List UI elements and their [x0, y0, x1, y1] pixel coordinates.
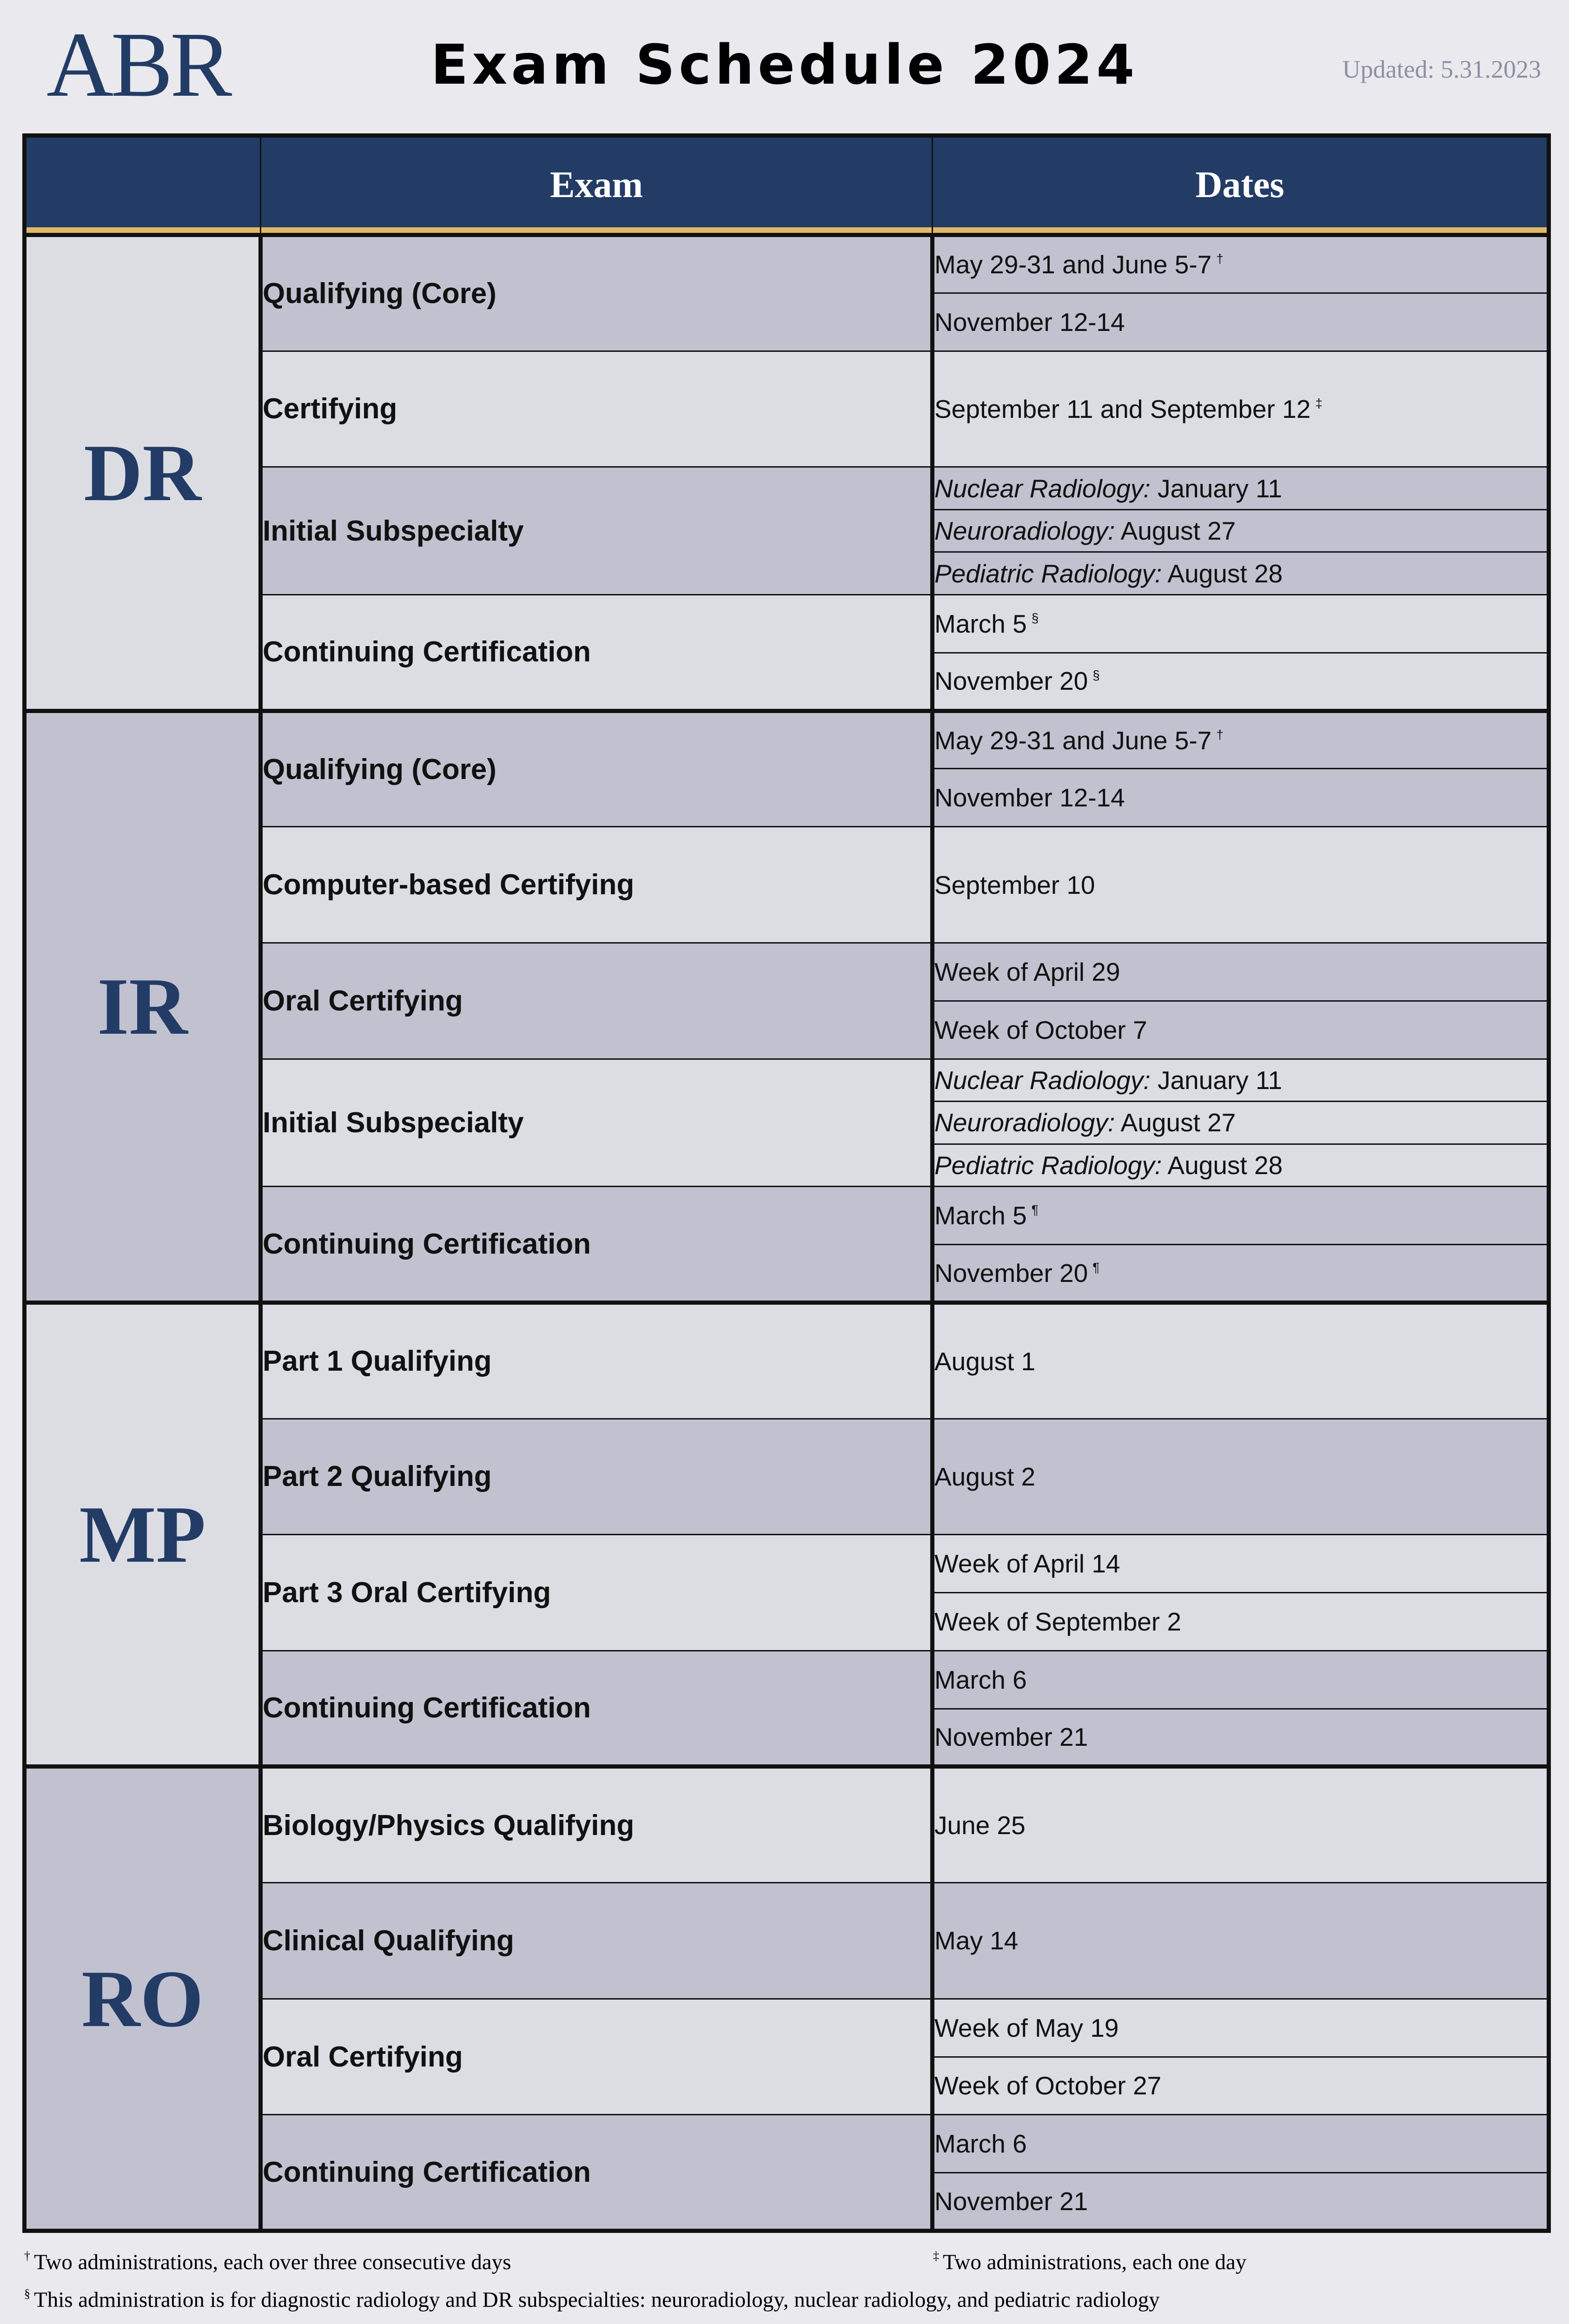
exam-date [933, 1245, 1549, 1303]
footnote-double-dagger: ‡ Two administrations, each one day [933, 2249, 1247, 2274]
date-text: August 2 [934, 1462, 1036, 1491]
date-text: August 28 [1167, 1151, 1283, 1180]
date-text: May 29-31 and June 5-7 [934, 726, 1212, 755]
exam-name: Part 2 Qualifying [261, 1419, 933, 1535]
date-text: November 12-14 [934, 783, 1125, 812]
date-text: November 20 [934, 1258, 1088, 1287]
footnote-mark: ‡ [1315, 396, 1323, 410]
table-row [25, 711, 1549, 769]
exam-name: Qualifying (Core) [261, 235, 933, 351]
footnote-row [24, 2240, 1549, 2278]
table-body [25, 235, 1549, 2231]
exam-name: Qualifying (Core) [261, 711, 933, 827]
date-text: Week of October 27 [934, 2071, 1162, 2100]
date-text: May 29-31 and June 5-7 [934, 250, 1212, 279]
exam-date [933, 509, 1549, 552]
section-label: IR [25, 711, 261, 1302]
exam-name: Biology/Physics Qualifying [261, 1767, 933, 1883]
exam-date [933, 1883, 1549, 1999]
footnote-pilcrow [24, 2316, 1549, 2324]
date-text: August 27 [1120, 1108, 1236, 1137]
date-text: August 27 [1120, 516, 1236, 546]
exam-date [933, 235, 1549, 293]
date-text: June 25 [934, 1811, 1026, 1840]
exam-date [933, 827, 1549, 943]
date-text: January 11 [1157, 1065, 1283, 1095]
subspecialty-label: Nuclear Radiology: [934, 1065, 1151, 1095]
page-title: Exam Schedule 2024 [430, 33, 1139, 97]
exam-date [933, 595, 1549, 653]
exam-date [933, 769, 1549, 827]
header-dates: Dates [933, 136, 1549, 235]
exam-date [933, 943, 1549, 1001]
exam-date [933, 2057, 1549, 2115]
exam-name: Part 1 Qualifying [261, 1302, 933, 1419]
subspecialty-label: Neuroradiology: [934, 1108, 1115, 1137]
exam-date [933, 552, 1549, 595]
exam-name: Initial Subspecialty [261, 1059, 933, 1187]
footnote-mark: ¶ [1092, 1260, 1100, 1274]
exam-date [933, 1651, 1549, 1709]
date-text: September 10 [934, 870, 1095, 899]
date-text: Week of October 7 [934, 1015, 1147, 1044]
date-text: Week of April 14 [934, 1549, 1120, 1578]
table-row [25, 1302, 1549, 1419]
date-text: August 1 [934, 1347, 1036, 1376]
exam-name: Continuing Certification [261, 1651, 933, 1767]
abr-logo: ABR [46, 13, 230, 116]
exam-date [933, 1302, 1549, 1419]
exam-name: Initial Subspecialty [261, 467, 933, 595]
exam-date [933, 293, 1549, 351]
section-label: DR [25, 235, 261, 711]
date-text: November 21 [934, 2186, 1088, 2216]
exam-date [933, 2173, 1549, 2231]
section-label: RO [25, 1767, 261, 2231]
exam-date [933, 1059, 1549, 1102]
footnote-mark: § [1031, 610, 1039, 625]
date-text: January 11 [1157, 474, 1283, 503]
exam-date [933, 1535, 1549, 1593]
date-text: November 20 [934, 667, 1088, 696]
exam-name: Oral Certifying [261, 1999, 933, 2115]
exam-date [933, 1999, 1549, 2057]
exam-date [933, 1001, 1549, 1059]
header-exam: Exam [261, 136, 933, 235]
section-label: MP [25, 1302, 261, 1767]
date-text: March 5 [934, 1201, 1027, 1230]
updated-date: Updated: 5.31.2023 [1342, 55, 1541, 83]
date-text: May 14 [934, 1926, 1019, 1955]
header-blank-cell [25, 136, 261, 235]
footnote-mark: § [1092, 668, 1100, 683]
footnote-mark: ¶ [1031, 1202, 1039, 1217]
footnote-mark: † [1216, 251, 1224, 266]
exam-name: Certifying [261, 351, 933, 467]
date-text: August 28 [1167, 559, 1283, 588]
date-text: November 21 [934, 1723, 1088, 1752]
exam-date [933, 1187, 1549, 1245]
exam-date [933, 2115, 1549, 2173]
exam-date [933, 1709, 1549, 1767]
exam-date [933, 653, 1549, 711]
date-text: November 12-14 [934, 307, 1125, 337]
subspecialty-label: Pediatric Radiology: [934, 1151, 1162, 1180]
footnote-section: § This administration is for diagnostic radiology and DR subspecialties: neuroradiology, nuclear radiology, and pediatric radiology [24, 2287, 1160, 2312]
date-text: March 6 [934, 2129, 1027, 2159]
exam-date [933, 1593, 1549, 1651]
exam-date [933, 351, 1549, 467]
subspecialty-label: Nuclear Radiology: [934, 474, 1151, 503]
exam-date [933, 711, 1549, 769]
exam-name: Continuing Certification [261, 595, 933, 711]
date-text: March 6 [934, 1665, 1027, 1694]
table-row [25, 235, 1549, 293]
exam-date [933, 1419, 1549, 1535]
footnote-dagger: † Two administrations, each over three consecutive days [24, 2249, 511, 2274]
exam-date [933, 467, 1549, 510]
date-text: September 11 and September 12 [934, 394, 1311, 423]
table-header-row [25, 136, 1549, 235]
exam-name: Part 3 Oral Certifying [261, 1535, 933, 1651]
subspecialty-label: Neuroradiology: [934, 516, 1115, 546]
exam-date [933, 1102, 1549, 1144]
exam-name: Continuing Certification [261, 2115, 933, 2231]
footnotes [24, 2240, 1549, 2324]
date-text: March 5 [934, 609, 1027, 638]
exam-name: Continuing Certification [261, 1187, 933, 1303]
exam-name: Clinical Qualifying [261, 1883, 933, 1999]
table-row [25, 1767, 1549, 1883]
exam-name: Computer-based Certifying [261, 827, 933, 943]
exam-date [933, 1144, 1549, 1187]
exam-date [933, 1767, 1549, 1883]
date-text: Week of April 29 [934, 957, 1120, 986]
exam-schedule-table [22, 133, 1551, 2233]
date-text: Week of May 19 [934, 2013, 1119, 2042]
date-text: Week of September 2 [934, 1607, 1181, 1636]
subspecialty-label: Pediatric Radiology: [934, 559, 1162, 588]
exam-name: Oral Certifying [261, 943, 933, 1059]
footnote-mark: † [1216, 727, 1224, 742]
